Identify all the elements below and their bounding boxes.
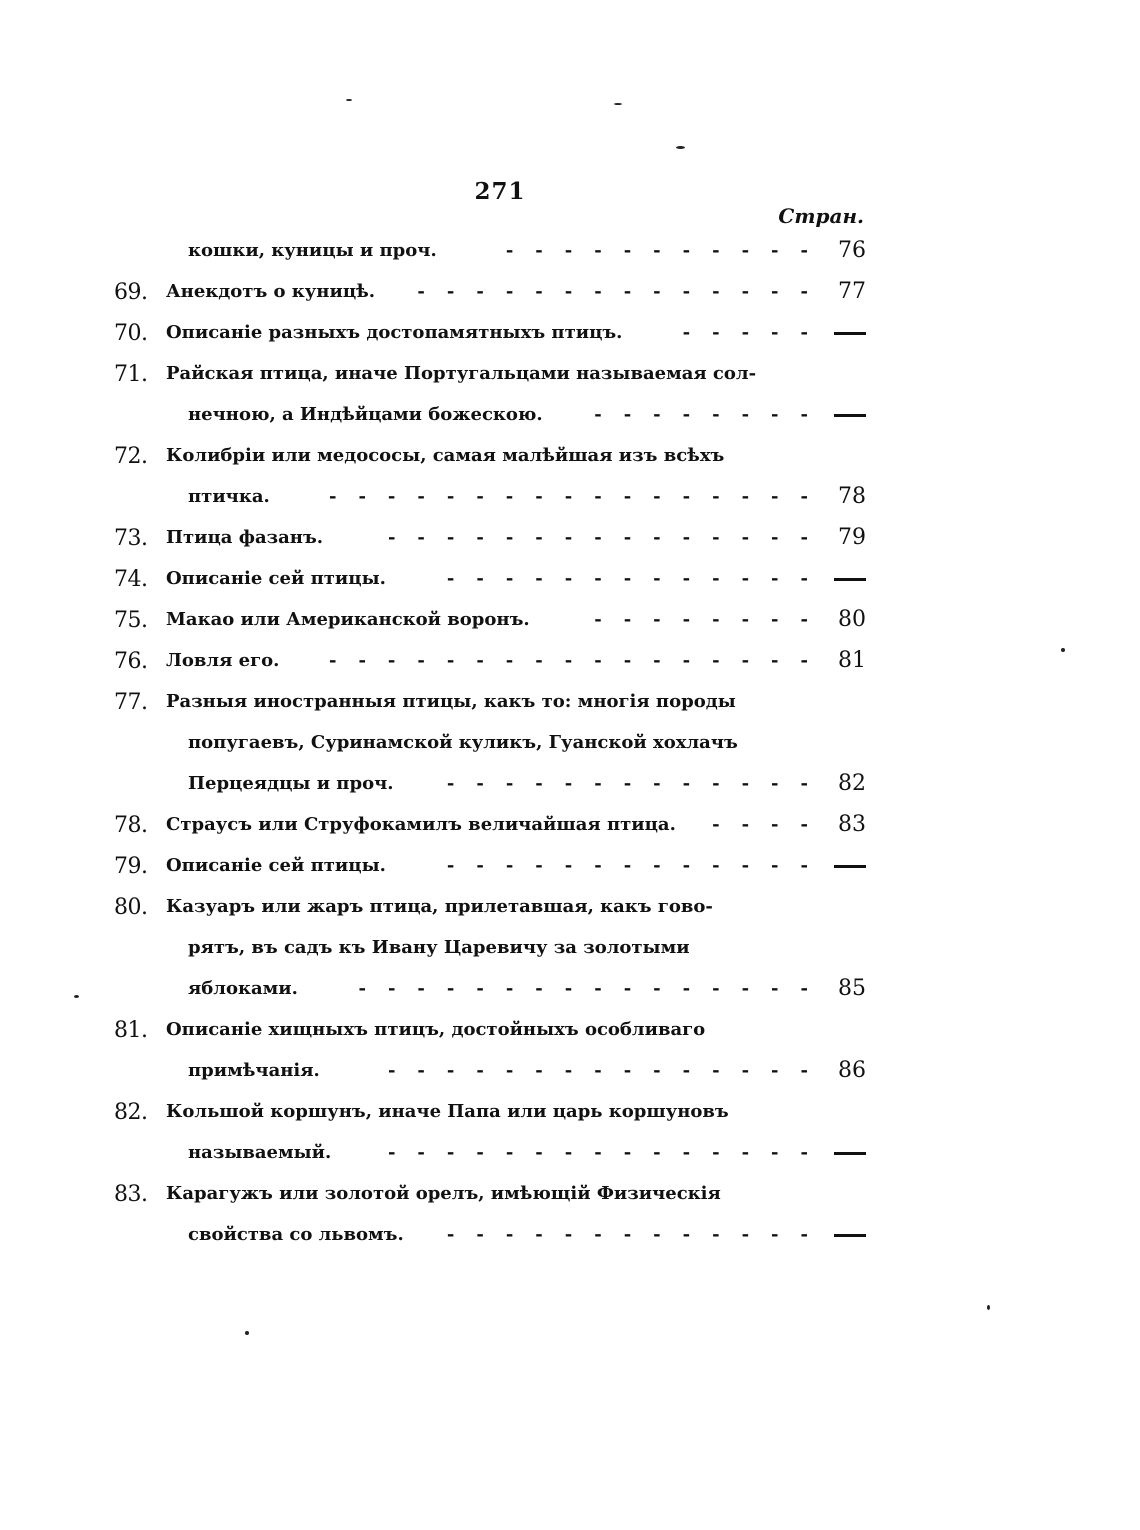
- entry-number: 73.: [114, 526, 148, 551]
- toc-line: [0, 1092, 1140, 1133]
- entry-number: 70.: [114, 321, 148, 346]
- same-page-dash: [834, 332, 866, 335]
- entry-number: 83.: [114, 1182, 148, 1207]
- entry-title: свойства со львомъ.: [188, 1224, 404, 1245]
- entry-page: 82: [838, 771, 866, 796]
- entry-page: 83: [838, 812, 866, 837]
- toc-line: [0, 395, 1140, 436]
- toc-line: [0, 641, 1140, 682]
- entry-number: 80.: [114, 895, 148, 920]
- toc-line: [0, 682, 1140, 723]
- dot-leader: -----: [682, 322, 830, 343]
- dot-leader: --------: [594, 609, 830, 630]
- dot-leader: -------------: [446, 1224, 830, 1245]
- entry-page: 78: [838, 484, 866, 509]
- same-page-dash: [834, 414, 866, 417]
- toc-line: [0, 1051, 1140, 1092]
- toc-line: [0, 805, 1140, 846]
- entry-title: Колибрiи или медососы, самая малѣйшая изъ всѣхъ: [166, 445, 725, 466]
- entry-title: Макао или Американской воронъ.: [166, 609, 530, 630]
- same-page-dash: [834, 1234, 866, 1237]
- entry-title: Райская птица, иначе Португальцами называемая сол-: [166, 363, 757, 384]
- entry-number: 69.: [114, 280, 148, 305]
- entry-title: Кольшой коршунъ, иначе Папа или царь коршуновъ: [166, 1101, 729, 1122]
- entry-page: 77: [838, 279, 866, 304]
- entry-page: 80: [838, 607, 866, 632]
- dot-leader: ----: [712, 814, 830, 835]
- entry-number: 76.: [114, 649, 148, 674]
- scan-speck: [614, 103, 622, 105]
- dot-leader: -----------------: [328, 486, 830, 507]
- entry-title: примѣчанiя.: [188, 1060, 320, 1081]
- toc-line: [0, 559, 1140, 600]
- entry-number: 82.: [114, 1100, 148, 1125]
- entry-page: 79: [838, 525, 866, 550]
- entry-title: Описанiе сей птицы.: [166, 855, 386, 876]
- toc-line: [0, 1133, 1140, 1174]
- entry-title: Казуаръ или жаръ птица, прилетавшая, какъ гово-: [166, 896, 713, 917]
- toc-line: [0, 231, 1140, 272]
- dot-leader: -------------: [446, 568, 830, 589]
- entry-title: рятъ, въ садъ къ Ивану Царевичу за золотыми: [188, 937, 690, 958]
- toc-line: [0, 477, 1140, 518]
- entry-title: Ловля его.: [166, 650, 280, 671]
- toc-line: [0, 600, 1140, 641]
- page-number: 271: [474, 178, 526, 205]
- scan-speck: [987, 1305, 990, 1310]
- entry-number: 81.: [114, 1018, 148, 1043]
- scan-speck: [1061, 648, 1065, 652]
- entry-title: Описанiе хищныхъ птицъ, достойныхъ особливаго: [166, 1019, 706, 1040]
- toc-line: [0, 1010, 1140, 1051]
- dot-leader: --------: [594, 404, 830, 425]
- entry-title: Описанiе сей птицы.: [166, 568, 386, 589]
- entry-title: Анекдотъ о куницѣ.: [166, 281, 376, 302]
- scan-speck: [346, 99, 352, 101]
- same-page-dash: [834, 1152, 866, 1155]
- toc-line: [0, 1174, 1140, 1215]
- same-page-dash: [834, 865, 866, 868]
- entry-number: 77.: [114, 690, 148, 715]
- entry-page: 76: [838, 238, 866, 263]
- dot-leader: -----------------: [328, 650, 830, 671]
- entry-title: кошки, куницы и проч.: [188, 240, 437, 261]
- dot-leader: --------------: [417, 281, 830, 302]
- entry-number: 78.: [114, 813, 148, 838]
- entry-title: попугаевъ, Суринамской куликъ, Гуанской хохлачъ: [188, 732, 738, 753]
- entry-number: 79.: [114, 854, 148, 879]
- scan-speck: [245, 1331, 249, 1335]
- dot-leader: ----------------: [358, 978, 830, 999]
- toc-line: [0, 846, 1140, 887]
- scan-speck: [74, 995, 79, 998]
- toc-line: [0, 313, 1140, 354]
- page-column-header: Стран.: [778, 204, 864, 228]
- scan-speck: [676, 146, 685, 149]
- toc-line: [0, 723, 1140, 764]
- dot-leader: ---------------: [387, 1142, 830, 1163]
- entry-title: Описанiе разныхъ достопамятныхъ птицъ.: [166, 322, 623, 343]
- entry-title: нечною, а Индѣйцами божескою.: [188, 404, 543, 425]
- toc-line: [0, 354, 1140, 395]
- dot-leader: -----------: [505, 240, 830, 261]
- entry-title: Страусъ или Струфокамилъ величайшая птица.: [166, 814, 676, 835]
- entry-page: 86: [838, 1058, 866, 1083]
- entry-page: 85: [838, 976, 866, 1001]
- toc-line: [0, 928, 1140, 969]
- entry-number: 74.: [114, 567, 148, 592]
- entry-title: Перцеядцы и проч.: [188, 773, 394, 794]
- toc-line: [0, 518, 1140, 559]
- entry-title: птичка.: [188, 486, 270, 507]
- entry-page: 81: [838, 648, 866, 673]
- entry-number: 71.: [114, 362, 148, 387]
- entry-number: 75.: [114, 608, 148, 633]
- toc-line: [0, 436, 1140, 477]
- toc-line: [0, 887, 1140, 928]
- toc-line: [0, 764, 1140, 805]
- entry-number: 72.: [114, 444, 148, 469]
- entry-title: Птица фазанъ.: [166, 527, 324, 548]
- dot-leader: -------------: [446, 773, 830, 794]
- toc-line: [0, 1215, 1140, 1256]
- toc-line: [0, 969, 1140, 1010]
- entry-title: Карагужъ или золотой орелъ, имѣющiй Физическiя: [166, 1183, 721, 1204]
- same-page-dash: [834, 578, 866, 581]
- entry-title: Разныя иностранныя птицы, какъ то: многiя породы: [166, 691, 736, 712]
- dot-leader: ---------------: [387, 1060, 830, 1081]
- dot-leader: -------------: [446, 855, 830, 876]
- toc-line: [0, 272, 1140, 313]
- entry-title: называемый.: [188, 1142, 332, 1163]
- dot-leader: ---------------: [387, 527, 830, 548]
- entry-title: яблоками.: [188, 978, 298, 999]
